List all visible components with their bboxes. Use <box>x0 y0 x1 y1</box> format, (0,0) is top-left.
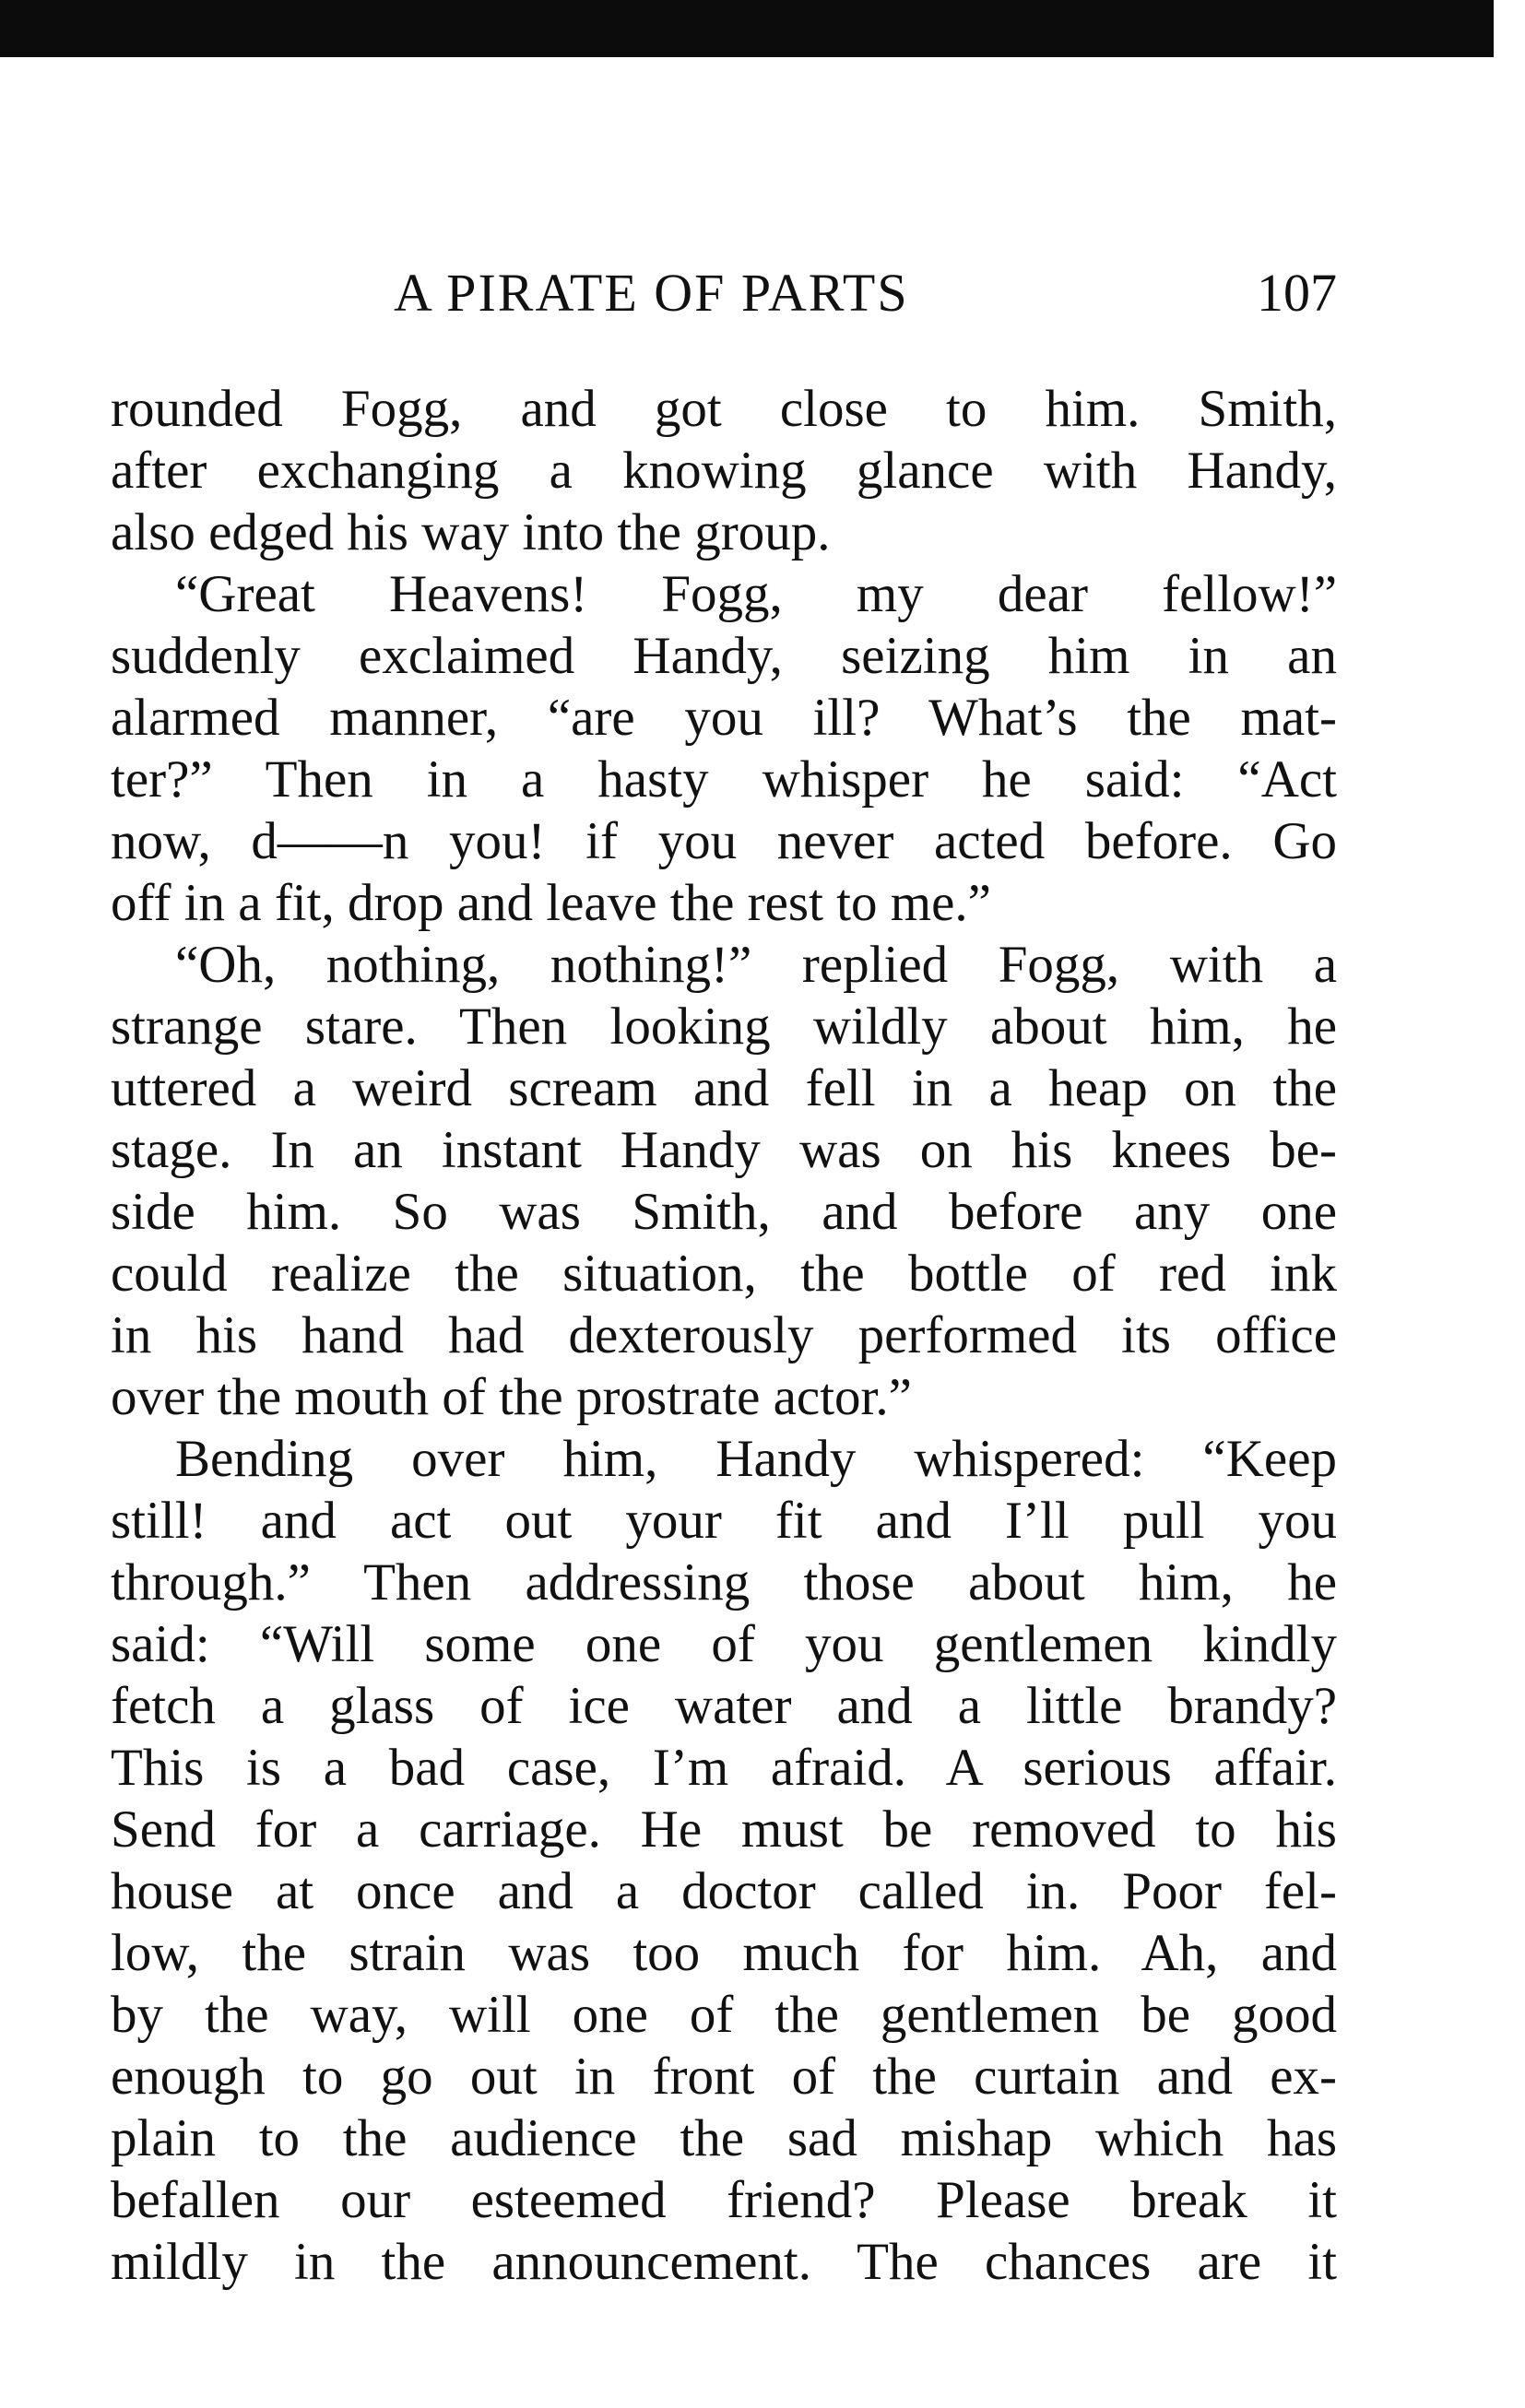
text-line: strange stare. Then looking wildly about him, he <box>111 997 1337 1056</box>
text-line: alarmed manner, “are you ill? What’s the mat- <box>111 689 1337 747</box>
text-line: “Oh, nothing, nothing!” replied Fogg, with a <box>175 936 1337 994</box>
text-line: after exchanging a knowing glance with Handy, <box>111 442 1337 500</box>
text-line: over the mouth of the prostrate actor.” <box>111 1368 912 1426</box>
text-line: rounded Fogg, and got close to him. Smith, <box>111 380 1337 438</box>
text-line: ter?” Then in a hasty whisper he said: “Act <box>111 750 1337 809</box>
top-black-rule <box>0 0 1494 57</box>
text-line: by the way, will one of the gentlemen be good <box>111 1986 1337 2044</box>
text-line: Bending over him, Handy whispered: “Keep <box>175 1430 1337 1488</box>
text-line: stage. In an instant Handy was on his knees be- <box>111 1121 1337 1179</box>
text-line: Send for a carriage. He must be removed to his <box>111 1800 1337 1859</box>
running-head <box>111 256 1337 330</box>
text-line: fetch a glass of ice water and a little brandy? <box>111 1677 1337 1735</box>
text-line: suddenly exclaimed Handy, seizing him in an <box>111 627 1337 685</box>
body-text <box>111 378 1337 2293</box>
running-title: A PIRATE OF PARTS <box>394 263 909 323</box>
text-line: still! and act out your fit and I’ll pull you <box>111 1492 1337 1550</box>
text-line: low, the strain was too much for him. Ah, and <box>111 1924 1337 1982</box>
text-line: now, d——n you! if you never acted before. Go <box>111 812 1337 870</box>
text-line: house at once and a doctor called in. Poor fel- <box>111 1862 1337 1920</box>
text-line: also edged his way into the group. <box>111 503 831 561</box>
text-line: befallen our esteemed friend? Please break it <box>111 2171 1337 2229</box>
text-line: through.” Then addressing those about him, he <box>111 1553 1337 1611</box>
text-line: in his hand had dexterously performed its office <box>111 1306 1337 1364</box>
text-line: off in a fit, drop and leave the rest to me.” <box>111 874 991 932</box>
text-line: said: “Will some one of you gentlemen kindly <box>111 1615 1337 1673</box>
text-line: side him. So was Smith, and before any one <box>111 1183 1337 1241</box>
page-number: 107 <box>1257 263 1337 323</box>
text-line: could realize the situation, the bottle of red ink <box>111 1245 1337 1303</box>
text-line: uttered a weird scream and fell in a heap on the <box>111 1059 1337 1117</box>
text-line: mildly in the announcement. The chances are it <box>111 2233 1337 2291</box>
text-line: plain to the audience the sad mishap which has <box>111 2109 1337 2167</box>
text-line: “Great Heavens! Fogg, my dear fellow!” <box>175 565 1337 623</box>
text-line: enough to go out in front of the curtain and ex- <box>111 2048 1337 2106</box>
text-line: This is a bad case, I’m afraid. A serious affair. <box>111 1739 1337 1797</box>
